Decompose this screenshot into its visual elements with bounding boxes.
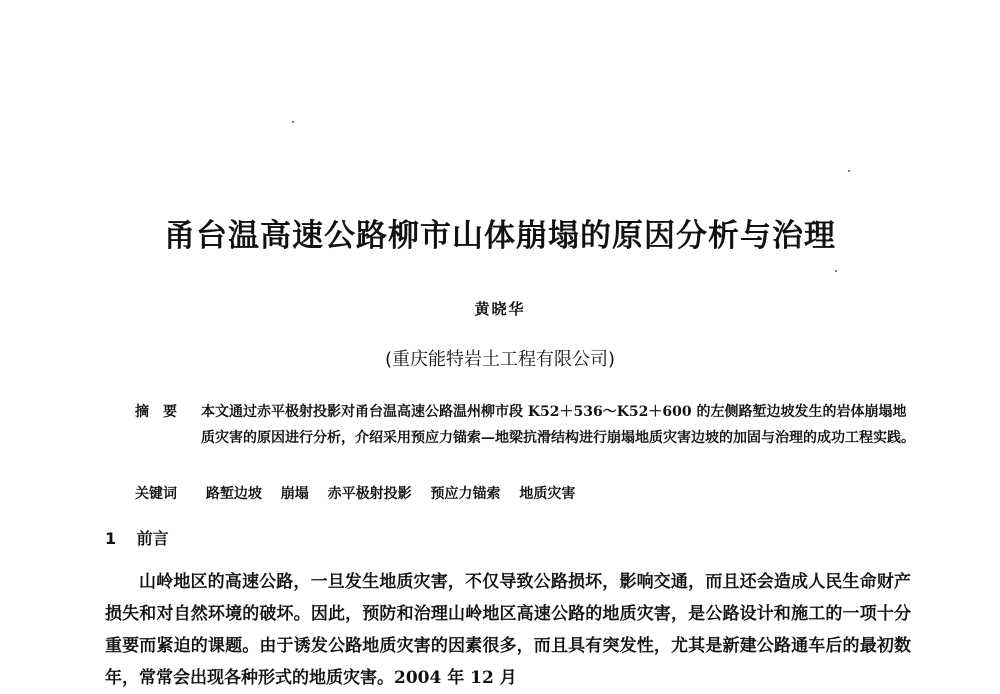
body-paragraph: 山岭地区的高速公路，一旦发生地质灾害，不仅导致公路损坏，影响交通，而且还会造成人民生命财产损失和对自然环境的破坏。因此，预防和治理山岭地区高速公路的地质灾害，是公路设计和施工的一项十分重要而紧迫的课题。由于诱发公路地质灾害的因素很多，而且具有突发性，尤其是新建公路通车后的最初数年，常常会出现各种形式的地质灾害。2004 年 12 月 xyxy=(105,572,911,688)
keywords-block xyxy=(135,482,915,506)
keyword: 赤平极射投影 xyxy=(327,486,412,502)
keywords-label: 关键词 xyxy=(135,486,177,502)
keyword: 崩塌 xyxy=(280,486,309,502)
abstract-text: 本文通过赤平极射投影对甬台温高速公路温州柳市段 K52＋536～K52＋600 的左侧路堑边坡发生的岩体崩塌地质灾害的原因进行分析，介绍采用预应力锚索—地梁抗滑结构进行崩塌地质灾害边坡的加固与治理的成功工程实践。 xyxy=(201,404,915,446)
keyword: 路堑边坡 xyxy=(205,486,262,502)
abstract-block xyxy=(135,399,915,451)
paper-title: 甬台温高速公路柳市山体崩塌的原因分析与治理 xyxy=(164,218,836,254)
scan-speck xyxy=(292,121,294,123)
abstract-label: 摘要 xyxy=(135,404,191,420)
keyword: 地质灾害 xyxy=(519,486,576,502)
section-title: 前言 xyxy=(136,529,169,548)
section-heading xyxy=(105,526,169,549)
section-number: 1 xyxy=(105,529,117,548)
keyword: 预应力锚索 xyxy=(430,486,501,502)
author-name: 黄晓华 xyxy=(474,300,526,318)
scan-speck xyxy=(835,270,837,272)
author-affiliation: (重庆能特岩土工程有限公司) xyxy=(384,349,616,370)
scan-speck xyxy=(848,170,850,172)
